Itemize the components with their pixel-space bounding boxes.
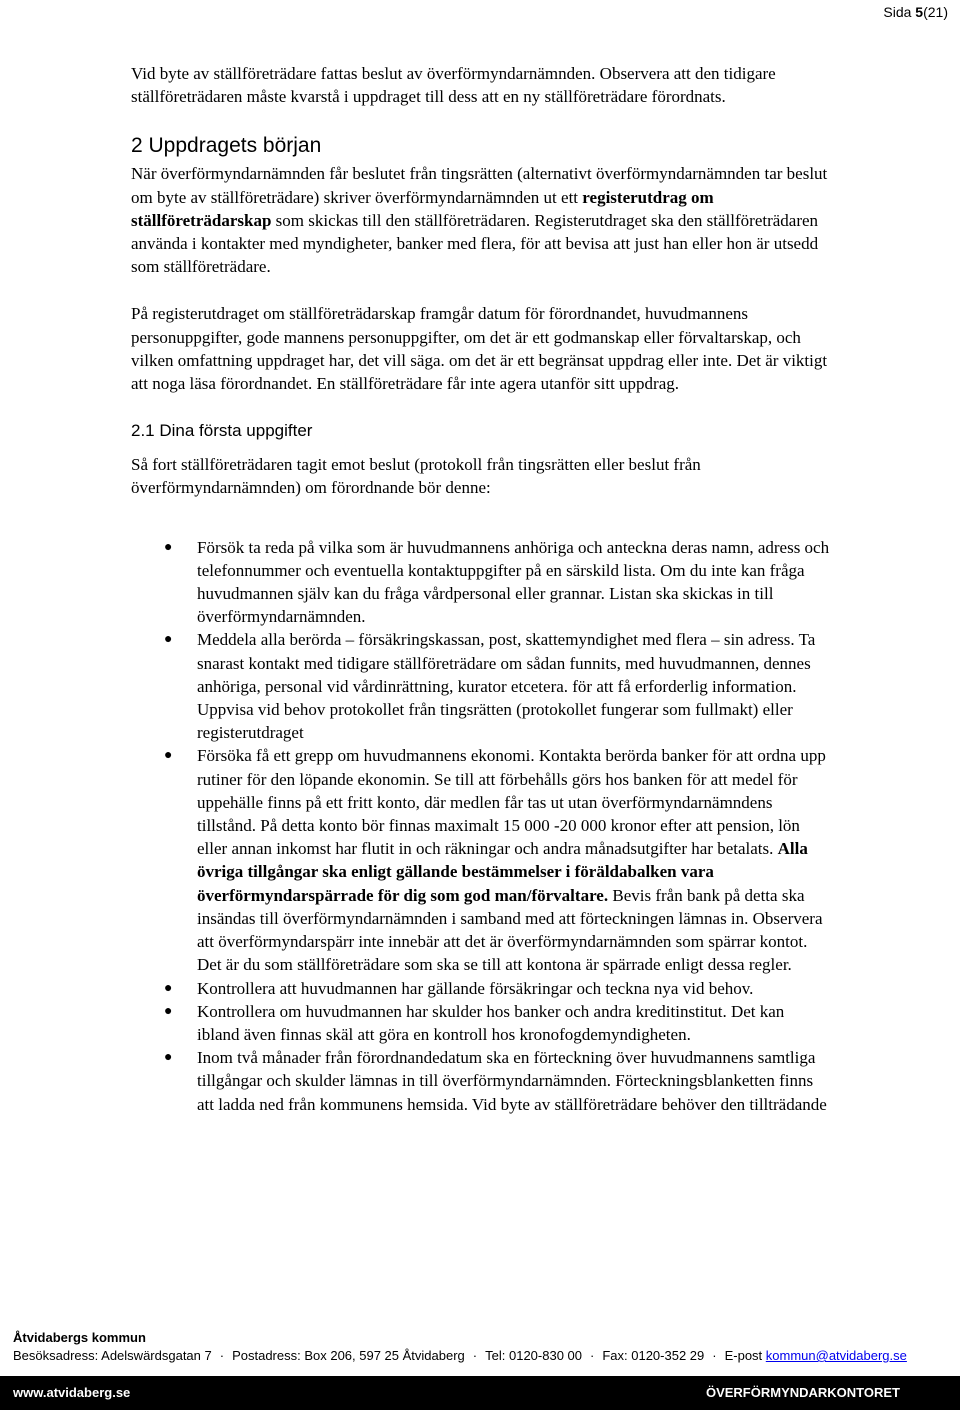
footer-separator: · [712, 1348, 717, 1363]
first-tasks-list [131, 536, 831, 1116]
first-tasks-intro: Så fort ställföreträdaren tagit emot beslut (protokoll från tingsrätten eller beslut från överförmyndarnämnden) om förordnande bör denne: [131, 455, 701, 498]
bullet-icon: ● [164, 539, 173, 555]
list-item-text: Kontrollera att huvudmannen har gällande försäkringar och teckna nya vid behov. [197, 978, 754, 998]
list-item [131, 536, 831, 629]
bullet-icon: ● [164, 632, 173, 648]
section-2-heading: 2 Uppdragets början [131, 134, 322, 158]
bullet-icon: ● [164, 1050, 173, 1066]
registerutdrag-bold-term: registerutdrag om ställföreträdarskap [131, 187, 714, 230]
footer-postal-address: Postadress: Box 206, 597 25 Åtvidaberg [232, 1348, 465, 1363]
list-item-bold-text: Alla övriga tillgångar ska enligt gällande bestämmelser i föräldabalken vara överförmyndarspärrade för dig som god man/förvaltare. [197, 839, 808, 905]
document-body [131, 62, 831, 1116]
list-item-text: Meddela alla berörda – försäkringskassan, post, skattemyndighet med flera – sin adress. Ta snarast kontakt med tidigare ställföreträdare om sådan funnits, med huvudmannen, dennes anhöriga, personal vid vårdinrättning, kurator etcetera. för att få erforderlig information. Uppvisa vid behov protokollet från tingsrätten (protokollet fungerar som fullmakt) eller registerutdraget [197, 630, 816, 743]
footer-contact-line [13, 1348, 907, 1363]
registerutdrag-text-after: som skickas till den ställföreträdaren. Registerutdraget ska den ställföreträdaren använda i kontakter med myndigheter, banker med flera, för att bevisa att just han eller hon är utsedd som ställföreträdare. [131, 210, 819, 277]
footer-website: www.atvidaberg.se [13, 1385, 131, 1400]
list-item-text-before: Försöka få ett grepp om huvudmannens ekonomi. Kontakta berörda banker för att ordna upp rutiner för den löpande ekonomin. Se till att förbehålls görs hos banken för att medel för uppehälle finns på ett fritt konto, där medlen får tas ut utan överförmyndarnämndens tillstånd. På detta konto bör finnas maximalt 15 000 -20 000 kronor efter att pension, lön eller annan inkomst har flutit in och räkningar och andra månadsutgifter har betalats. [197, 746, 826, 859]
intro-paragraph: Vid byte av ställföreträdare fattas beslut av överförmyndarnämnden. Observera att den tidigare ställföreträdaren måste kvarstå i uppdraget till dess att en ny ställföreträdare förordnats. [131, 64, 776, 107]
footer-visit-address: Besöksadress: Adelswärdsgatan 7 [13, 1348, 212, 1363]
page-number-current: 5 [915, 4, 924, 20]
section-2-1-heading: 2.1 Dina första uppgifter [131, 421, 313, 441]
page-number-label: Sida [883, 4, 916, 20]
footer-separator: · [219, 1348, 225, 1363]
footer-email-link[interactable]: kommun@atvidaberg.se [765, 1348, 907, 1363]
footer-bar [0, 1376, 960, 1410]
list-item [131, 1000, 831, 1046]
page-number [883, 4, 948, 20]
footer-organization: Åtvidabergs kommun [13, 1330, 146, 1345]
bullet-icon: ● [164, 748, 173, 764]
footer-fax: Fax: 0120-352 29 [602, 1348, 705, 1363]
registerutdrag-text-before: När överförmyndarnämnden får beslutet från tingsrätten (alternativt överförmyndarnämnden tar beslut om byte av ställföreträdare) skriver överförmyndarnämnden ut ett [131, 164, 828, 207]
footer-email-label: E-post [724, 1348, 766, 1363]
list-item [131, 744, 831, 976]
list-item [131, 1046, 831, 1116]
page-number-total: (21) [923, 4, 948, 20]
footer-department: ÖVERFÖRMYNDARKONTORET [705, 1385, 900, 1400]
list-item-text: Försök ta reda på vilka som är huvudmannens anhöriga och anteckna deras namn, adress och telefonnummer och eventuella kontaktuppgifter på en särskild lista. Om du inte kan fråga huvudmannen själv kan du fråga vårdpersonal eller grannar. Listan ska skickas in till överförmyndarnämnden. [197, 537, 830, 627]
list-item-text-after: Bevis från bank på detta ska insändas till överförmyndarnämnden i samband med att förteckningen lämnas in. Observera att överförmyndarspärr inte innebär att det är överförmyndarnämnden som spärrar kontot. Det är du som ställföreträdare som ska se till att kontona är spärrade enligt dessa regler. [197, 885, 823, 975]
footer-phone: Tel: 0120-830 00 [485, 1348, 582, 1363]
registerutdrag-paragraph [131, 162, 831, 278]
registerutdrag-info-paragraph: På registerutdraget om ställföreträdarskap framgår datum för förordnandet, huvudmannens personuppgifter, gode mannens personuppgifter, om det är ett godmanskap eller förvaltarskap, och vilken omfattning uppdraget har, det vill säga. om det är ett begränsat uppdrag eller inte. Det är viktigt att noga läsa förordnandet. En ställföreträdare får inte agera utanför sitt uppdrag. [131, 304, 828, 394]
footer-separator: · [472, 1348, 478, 1363]
list-item-text: Kontrollera om huvudmannen har skulder hos banker och andra kreditinstitut. Det kan ibland även finnas skäl att göra en kontroll hos kronofogdemyndigheten. [197, 1001, 785, 1044]
list-item [131, 628, 831, 744]
bullet-icon: ● [164, 980, 173, 996]
list-item-text: Inom två månader från förordnandedatum ska en förteckning över huvudmannens samtliga tillgångar och skulder lämnas in till överförmyndarnämnden. Förteckningsblanketten finns att ladda ned från kommunens hemsida. Vid byte av ställföreträdare behöver den tillträdande [197, 1048, 827, 1114]
footer-separator: · [590, 1348, 595, 1363]
bullet-icon: ● [164, 1003, 173, 1019]
list-item [131, 977, 831, 1000]
